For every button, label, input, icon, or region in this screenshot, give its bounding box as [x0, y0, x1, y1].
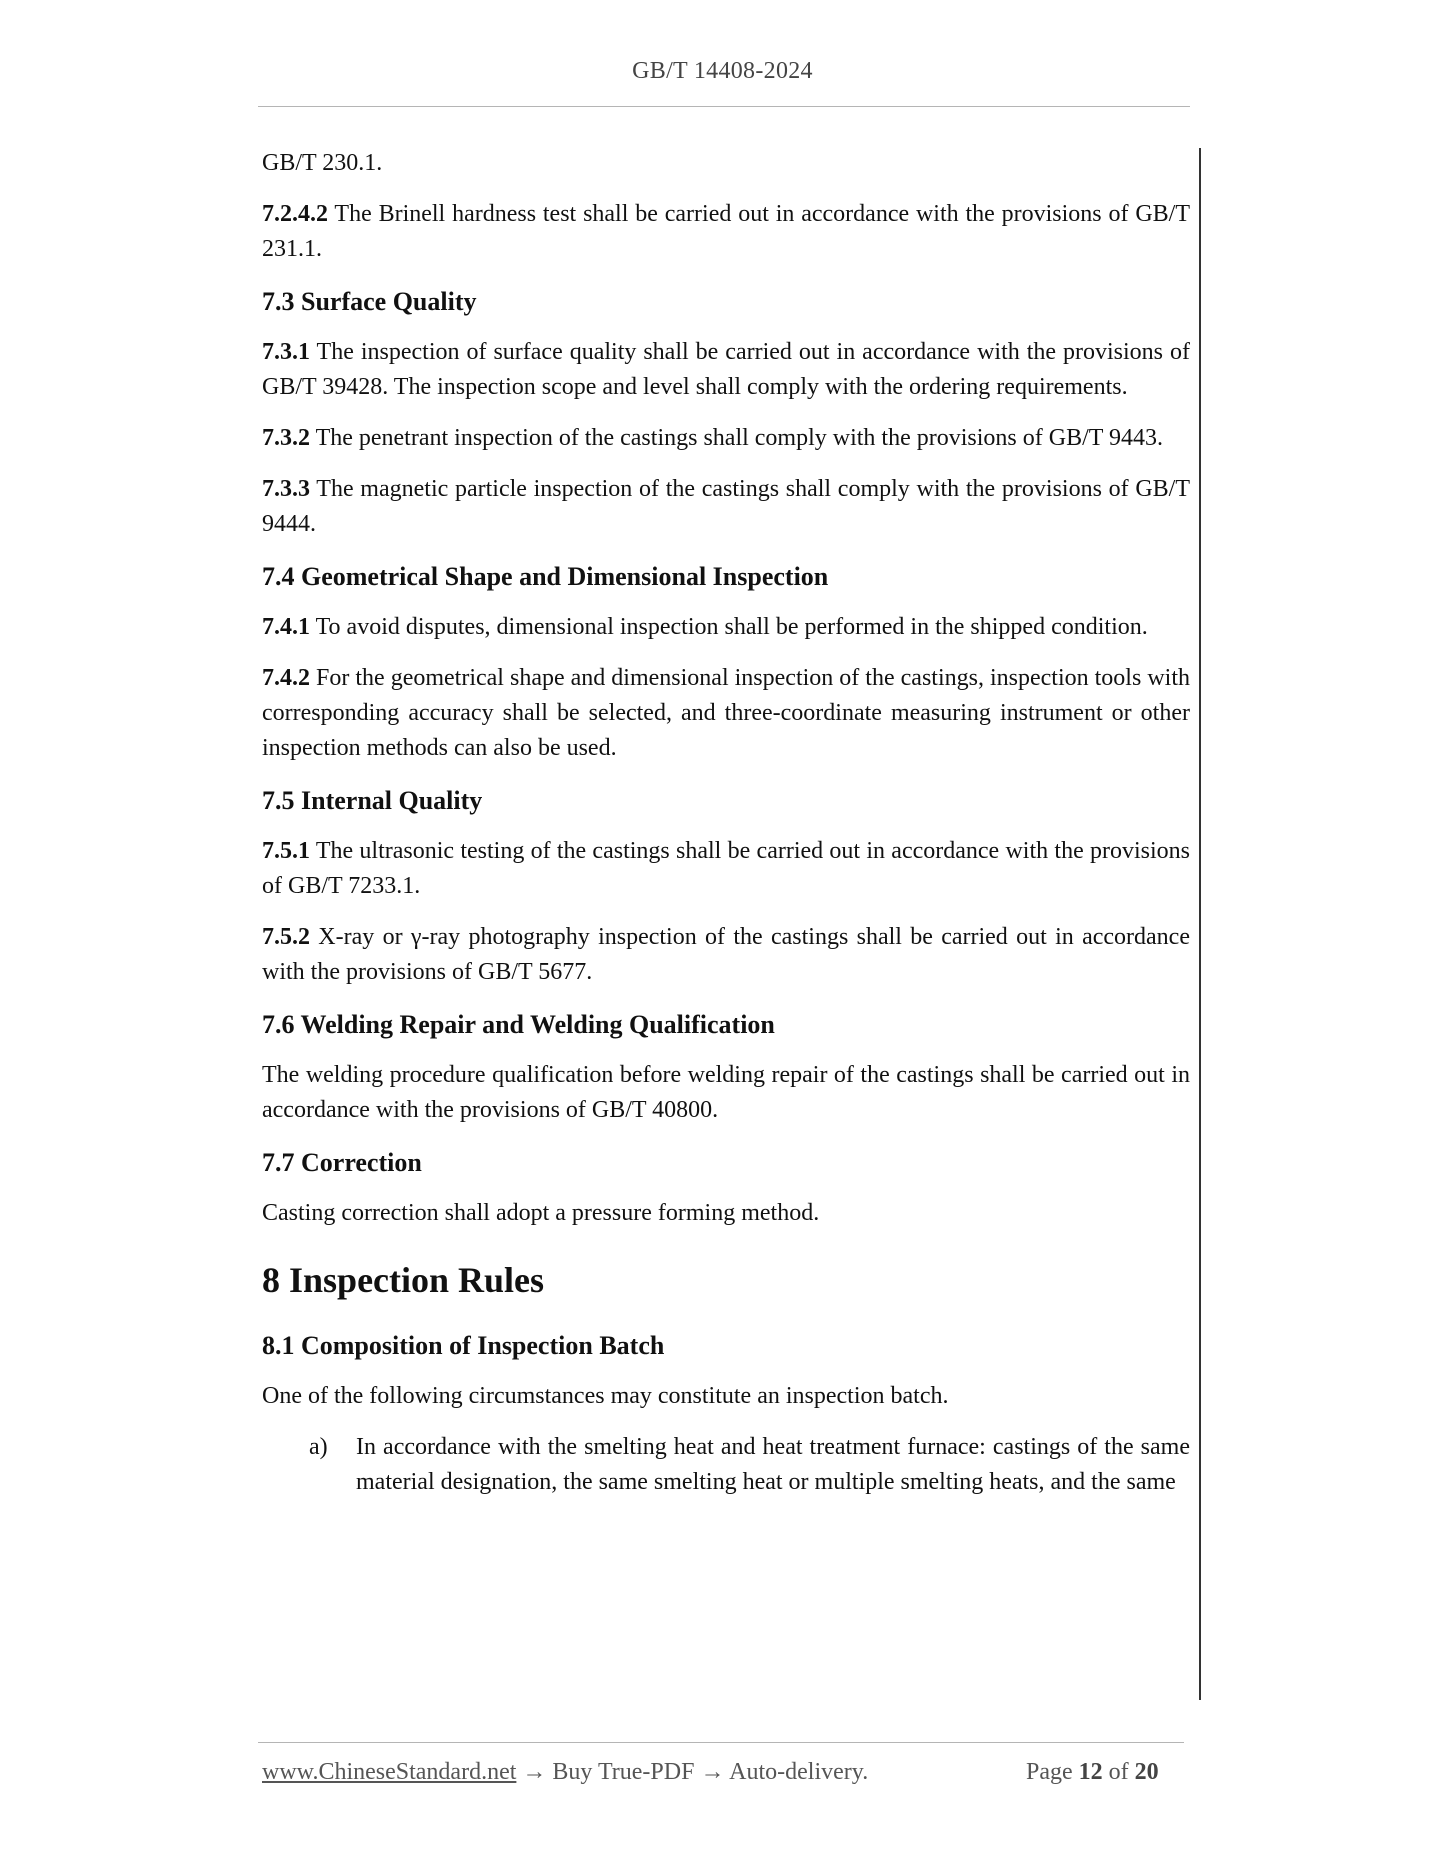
section-heading-7-3: 7.3 Surface Quality: [262, 287, 477, 316]
footer-divider: [258, 1742, 1184, 1743]
current-page-number: 12: [1078, 1759, 1103, 1785]
clause-7-5-1: 7.5.1 The ultrasonic testing of the castings shall be carried out in accordance with the provisions of GB/T 7233.1.: [262, 838, 1190, 899]
buy-true-pdf-link[interactable]: Buy True-PDF: [552, 1759, 695, 1785]
section-heading-7-5: 7.5 Internal Quality: [262, 786, 483, 815]
standard-code: GB/T 14408-2024: [632, 58, 813, 84]
paragraph-8-1: One of the following circumstances may constitute an inspection batch.: [262, 1383, 949, 1409]
paragraph-7-7: Casting correction shall adopt a pressure forming method.: [262, 1200, 820, 1226]
list-item-text: In accordance with the smelting heat and heat treatment furnace: castings of the same material designation, the same smelting heat or multiple smelting heats, and the same: [356, 1434, 1190, 1495]
change-bar: [1199, 148, 1201, 1700]
auto-delivery-text: Auto-delivery.: [729, 1759, 869, 1785]
clause-7-3-1: 7.3.1 The inspection of surface quality shall be carried out in accordance with the provisions of GB/T 39428. The inspection scope and level shall comply with the ordering requirements.: [262, 339, 1190, 400]
clause-7-3-3: 7.3.3 The magnetic particle inspection of the castings shall comply with the provisions of GB/T 9444.: [262, 476, 1190, 537]
clause-number: 7.5.2: [262, 924, 310, 950]
section-heading-8-1: 8.1 Composition of Inspection Batch: [262, 1331, 665, 1360]
clause-7-2-4-2: 7.2.4.2 The Brinell hardness test shall be carried out in accordance with the provisions of GB/T 231.1.: [262, 201, 1190, 262]
page-header: [0, 58, 1445, 85]
clause-7-5-2: 7.5.2 X-ray or γ-ray photography inspection of the castings shall be carried out in accordance with the provisions of GB/T 5677.: [262, 924, 1190, 985]
clause-number: 7.5.1: [262, 838, 310, 864]
list-item: [262, 1430, 1190, 1500]
page-indicator: [1026, 1759, 1159, 1786]
section-heading-7-6: 7.6 Welding Repair and Welding Qualification: [262, 1010, 775, 1039]
section-heading-7-4: 7.4 Geometrical Shape and Dimensional Inspection: [262, 562, 829, 591]
clause-number: 7.3.1: [262, 339, 310, 365]
chapter-heading-8: 8 Inspection Rules: [262, 1260, 545, 1300]
clause-number: 7.2.4.2: [262, 201, 328, 227]
of-label: of: [1108, 1759, 1129, 1785]
site-link[interactable]: www.ChineseStandard.net: [262, 1759, 517, 1785]
clause-number: 7.4.2: [262, 665, 310, 691]
clause-7-4-2: 7.4.2 For the geometrical shape and dimensional inspection of the castings, inspection tools with corresponding accuracy shall be selected, and three-coordinate measuring instrument or other inspection methods can also be used.: [262, 665, 1190, 761]
header-divider: [258, 106, 1190, 107]
arrow-right-icon: →: [522, 1759, 547, 1785]
total-page-count: 20: [1134, 1759, 1159, 1785]
arrow-right-icon: →: [700, 1759, 725, 1785]
paragraph-continuation: GB/T 230.1.: [262, 150, 383, 176]
document-body: [262, 146, 1190, 1500]
section-heading-7-7: 7.7 Correction: [262, 1148, 422, 1177]
page-label: Page: [1026, 1759, 1073, 1785]
list-marker: a): [309, 1434, 328, 1460]
clause-7-4-1: 7.4.1 To avoid disputes, dimensional inspection shall be performed in the shipped condition.: [262, 614, 1148, 640]
clause-number: 7.4.1: [262, 614, 310, 640]
clause-number: 7.3.3: [262, 476, 310, 502]
clause-7-3-2: 7.3.2 The penetrant inspection of the castings shall comply with the provisions of GB/T 9443.: [262, 425, 1163, 451]
paragraph-7-6: The welding procedure qualification before welding repair of the castings shall be carried out in accordance with the provisions of GB/T 40800.: [262, 1062, 1190, 1123]
footer-links: [262, 1759, 868, 1786]
clause-number: 7.3.2: [262, 425, 310, 451]
